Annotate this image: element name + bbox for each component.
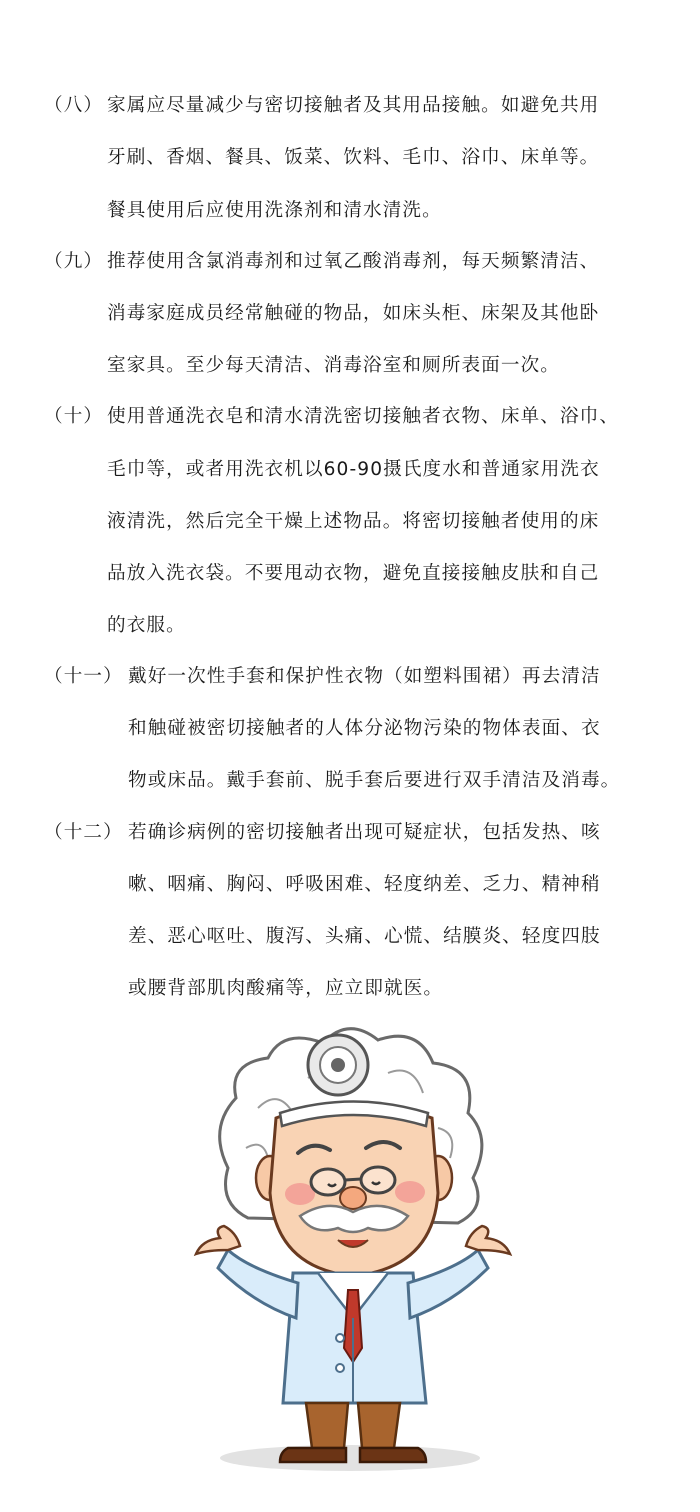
ground-shadow <box>220 1445 480 1471</box>
item-11-number: （十一） <box>44 666 123 687</box>
item-10-line-2: 毛巾等，或者用洗衣机以60-90摄氏度水和普通家用洗衣 <box>107 459 600 480</box>
item-12-line-3: 差、恶心呕吐、腹泻、头痛、心慌、结膜炎、轻度四肢 <box>128 926 601 947</box>
right-arm <box>408 1250 488 1318</box>
left-hand <box>196 1226 240 1254</box>
item-11-line-3: 物或床品。戴手套前、脱手套后要进行双手清洁及消毒。 <box>128 770 621 791</box>
item-12-number: （十二） <box>44 822 123 843</box>
left-arm <box>218 1250 298 1318</box>
item-12-line-2: 嗽、咽痛、胸闷、呼吸困难、轻度纳差、乏力、精神稍 <box>128 874 601 895</box>
item-8-line-3: 餐具使用后应使用洗涤剂和清水清洗。 <box>107 200 442 221</box>
item-12-line-1: 若确诊病例的密切接触者出现可疑症状，包括发热、咳 <box>128 822 601 843</box>
item-10-line-4: 品放入洗衣袋。不要甩动衣物，避免直接接触皮肤和自己 <box>107 563 600 584</box>
item-8-line-1: 家属应尽量减少与密切接触者及其用品接触。如避免共用 <box>107 95 600 116</box>
item-11-line-2: 和触碰被密切接触者的人体分泌物污染的物体表面、衣 <box>128 718 601 739</box>
item-11-line-1: 戴好一次性手套和保护性衣物（如塑料围裙）再去清洁 <box>128 666 601 687</box>
coat-button <box>336 1334 344 1342</box>
coat-button <box>336 1364 344 1372</box>
item-12-line-4: 或腰背部肌肉酸痛等，应立即就医。 <box>128 978 444 999</box>
right-cheek <box>395 1181 425 1203</box>
item-10-number: （十） <box>44 406 104 427</box>
item-8-number: （八） <box>44 95 104 116</box>
item-10-line-3: 液清洗，然后完全干燥上述物品。将密切接触者使用的床 <box>107 511 600 532</box>
doctor-illustration <box>188 1018 518 1478</box>
item-8-line-2: 牙刷、香烟、餐具、饭菜、饮料、毛巾、浴巾、床单等。 <box>107 147 600 168</box>
item-9-line-3: 室家具。至少每天清洁、消毒浴室和厕所表面一次。 <box>107 355 560 376</box>
item-9-number: （九） <box>44 251 104 272</box>
item-9-line-1: 推荐使用含氯消毒剂和过氧乙酸消毒剂，每天频繁清洁、 <box>107 251 600 272</box>
right-pant-leg <box>358 1403 400 1448</box>
item-10-line-5: 的衣服。 <box>107 615 186 636</box>
right-hand <box>466 1226 510 1254</box>
item-9-line-2: 消毒家庭成员经常触碰的物品，如床头柜、床架及其他卧 <box>107 303 600 324</box>
right-shoe <box>360 1448 426 1462</box>
left-pant-leg <box>306 1403 348 1448</box>
nose <box>340 1187 366 1209</box>
item-10-line-1: 使用普通洗衣皂和清水清洗密切接触者衣物、床单、浴巾、 <box>107 406 620 427</box>
left-shoe <box>280 1448 346 1462</box>
